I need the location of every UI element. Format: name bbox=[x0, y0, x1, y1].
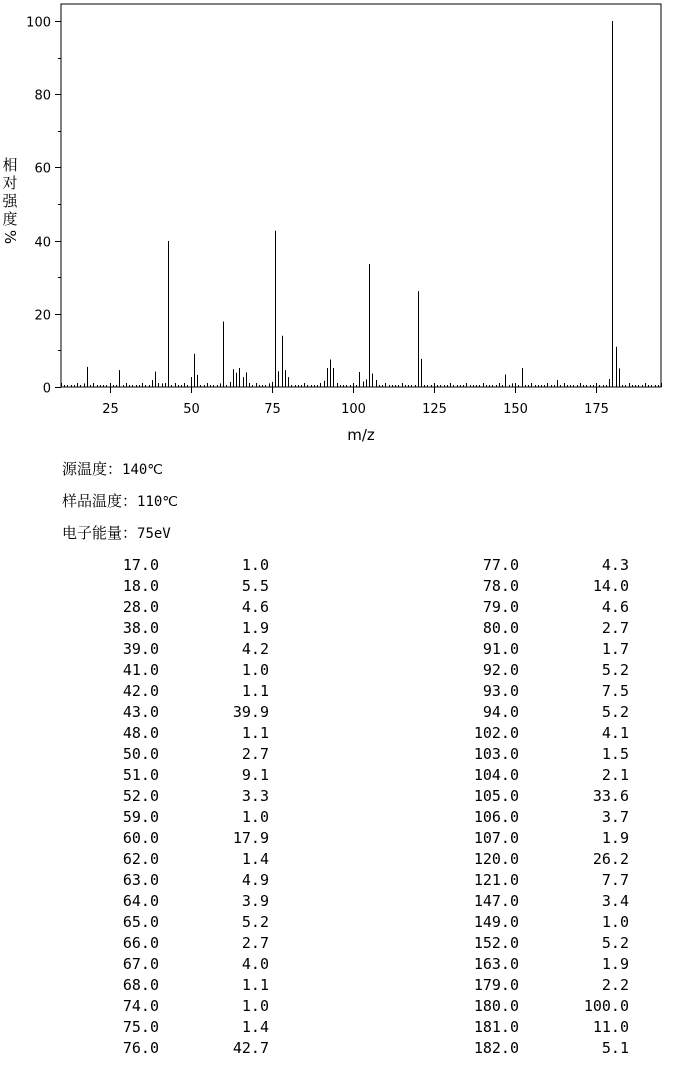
peak-intensity: 9.1 bbox=[241, 766, 269, 784]
peak-mz: 149.0 bbox=[473, 913, 519, 931]
x-axis-label: m/z bbox=[347, 426, 375, 444]
peak-mz: 182.0 bbox=[473, 1039, 519, 1057]
peak-intensity: 1.1 bbox=[241, 682, 269, 700]
peak-intensity: 2.2 bbox=[601, 976, 629, 994]
peak-mz: 59.0 bbox=[122, 808, 159, 826]
peak-mz: 103.0 bbox=[473, 745, 519, 763]
peak-intensity: 4.9 bbox=[241, 871, 269, 889]
y-axis-label-char: % bbox=[1, 229, 19, 245]
peak-mz: 91.0 bbox=[482, 640, 519, 658]
peak-mz: 62.0 bbox=[122, 850, 159, 868]
peak-intensity: 4.3 bbox=[601, 556, 629, 574]
y-tick-label: 60 bbox=[34, 161, 51, 177]
peak-intensity: 5.5 bbox=[241, 577, 269, 595]
peak-mz: 104.0 bbox=[473, 766, 519, 784]
peak-mz: 152.0 bbox=[473, 934, 519, 952]
sample-temperature-value: 110℃ bbox=[137, 494, 179, 510]
peak-mz: 121.0 bbox=[473, 871, 519, 889]
peak-intensity: 3.7 bbox=[601, 808, 629, 826]
spectrum-bars bbox=[85, 21, 620, 387]
source-temperature-value: 140℃ bbox=[122, 462, 164, 478]
peak-mz: 106.0 bbox=[473, 808, 519, 826]
peak-mz: 78.0 bbox=[482, 577, 519, 595]
x-tick-label: 25 bbox=[102, 402, 119, 417]
peak-row-right bbox=[0, 682, 680, 703]
peak-intensity: 4.0 bbox=[241, 955, 269, 973]
peak-intensity: 1.0 bbox=[241, 997, 269, 1015]
peak-row-right bbox=[0, 766, 680, 787]
y-tick-label: 0 bbox=[42, 381, 51, 397]
peak-intensity: 1.1 bbox=[241, 976, 269, 994]
x-tick-label: 75 bbox=[264, 402, 281, 417]
sample-temperature bbox=[62, 490, 178, 511]
peak-mz: 50.0 bbox=[122, 745, 159, 763]
peak-mz: 107.0 bbox=[473, 829, 519, 847]
peak-row-right bbox=[0, 976, 680, 997]
peak-intensity: 7.7 bbox=[601, 871, 629, 889]
peak-row-right bbox=[0, 1039, 680, 1060]
peak-row-right bbox=[0, 829, 680, 850]
electron-energy-label: 电子能量： bbox=[62, 524, 138, 542]
peak-intensity: 3.3 bbox=[241, 787, 269, 805]
peak-mz: 105.0 bbox=[473, 787, 519, 805]
source-temperature bbox=[62, 458, 163, 479]
peak-mz: 38.0 bbox=[122, 619, 159, 637]
peak-mz: 66.0 bbox=[122, 934, 159, 952]
peak-mz: 63.0 bbox=[122, 871, 159, 889]
peak-mz: 17.0 bbox=[122, 556, 159, 574]
peak-intensity: 2.7 bbox=[241, 934, 269, 952]
peak-intensity: 100.0 bbox=[583, 997, 629, 1015]
peak-intensity: 5.2 bbox=[601, 934, 629, 952]
peak-row-right bbox=[0, 871, 680, 892]
peak-intensity: 1.0 bbox=[241, 808, 269, 826]
peak-intensity: 7.5 bbox=[601, 682, 629, 700]
y-axis-label-char: 度 bbox=[2, 210, 18, 228]
peak-mz: 48.0 bbox=[122, 724, 159, 742]
peak-mz: 28.0 bbox=[122, 598, 159, 616]
plot-frame bbox=[61, 4, 661, 387]
peak-mz: 64.0 bbox=[122, 892, 159, 910]
peak-mz: 147.0 bbox=[473, 892, 519, 910]
peak-intensity: 5.2 bbox=[601, 703, 629, 721]
peak-mz: 179.0 bbox=[473, 976, 519, 994]
peak-mz: 51.0 bbox=[122, 766, 159, 784]
peak-intensity: 26.2 bbox=[592, 850, 629, 868]
peak-mz: 42.0 bbox=[122, 682, 159, 700]
peak-intensity: 2.7 bbox=[241, 745, 269, 763]
x-tick-label: 50 bbox=[183, 402, 200, 417]
peak-mz: 79.0 bbox=[482, 598, 519, 616]
peak-mz: 93.0 bbox=[482, 682, 519, 700]
sample-temperature-label: 样品温度： bbox=[62, 492, 138, 510]
peak-row-right bbox=[0, 640, 680, 661]
peak-row-right bbox=[0, 808, 680, 829]
y-axis-label bbox=[1, 156, 19, 244]
y-tick-label: 20 bbox=[34, 308, 51, 324]
y-axis-ticks bbox=[26, 16, 61, 397]
peak-intensity: 2.1 bbox=[601, 766, 629, 784]
peak-mz: 67.0 bbox=[122, 955, 159, 973]
y-tick-label: 80 bbox=[34, 88, 51, 104]
electron-energy bbox=[62, 522, 171, 543]
peak-intensity: 17.9 bbox=[232, 829, 269, 847]
x-tick-label: 125 bbox=[422, 402, 447, 417]
peak-intensity: 33.6 bbox=[592, 787, 629, 805]
mass-spectrum-chart bbox=[0, 0, 680, 450]
peak-mz: 52.0 bbox=[122, 787, 159, 805]
peak-row-right bbox=[0, 955, 680, 976]
peak-mz: 80.0 bbox=[482, 619, 519, 637]
x-minor-ticks bbox=[62, 383, 662, 387]
peak-intensity: 4.2 bbox=[241, 640, 269, 658]
y-tick-label: 100 bbox=[26, 15, 51, 31]
y-axis-label-char: 强 bbox=[2, 192, 18, 210]
x-tick-label: 175 bbox=[584, 402, 609, 417]
y-axis-label-char: 相 bbox=[2, 156, 18, 174]
peak-row-right bbox=[0, 892, 680, 913]
peak-intensity: 4.1 bbox=[601, 724, 629, 742]
peak-mz: 102.0 bbox=[473, 724, 519, 742]
x-tick-label: 100 bbox=[341, 402, 366, 417]
peak-row-right bbox=[0, 619, 680, 640]
peak-mz: 41.0 bbox=[122, 661, 159, 679]
peak-intensity: 4.6 bbox=[241, 598, 269, 616]
peak-intensity: 5.2 bbox=[601, 661, 629, 679]
peak-intensity: 1.4 bbox=[241, 850, 269, 868]
peak-mz: 75.0 bbox=[122, 1018, 159, 1036]
peak-mz: 43.0 bbox=[122, 703, 159, 721]
peak-mz: 77.0 bbox=[482, 556, 519, 574]
peak-intensity: 1.7 bbox=[601, 640, 629, 658]
peak-mz: 120.0 bbox=[473, 850, 519, 868]
peak-row-right bbox=[0, 913, 680, 934]
peak-intensity: 1.9 bbox=[601, 955, 629, 973]
peak-row-right bbox=[0, 850, 680, 871]
peak-intensity: 4.6 bbox=[601, 598, 629, 616]
source-temperature-label: 源温度： bbox=[62, 460, 123, 478]
y-axis-label-char: 对 bbox=[2, 174, 18, 192]
peak-intensity: 39.9 bbox=[232, 703, 269, 721]
peak-row-right bbox=[0, 1018, 680, 1039]
peak-row-right bbox=[0, 934, 680, 955]
x-axis-ticks bbox=[102, 387, 609, 417]
electron-energy-value: 75eV bbox=[137, 526, 171, 542]
peak-intensity: 1.1 bbox=[241, 724, 269, 742]
peak-intensity: 5.1 bbox=[601, 1039, 629, 1057]
peak-mz: 94.0 bbox=[482, 703, 519, 721]
peak-intensity: 2.7 bbox=[601, 619, 629, 637]
peak-intensity: 11.0 bbox=[592, 1018, 629, 1036]
peak-mz: 18.0 bbox=[122, 577, 159, 595]
peak-mz: 180.0 bbox=[473, 997, 519, 1015]
peak-intensity: 5.2 bbox=[241, 913, 269, 931]
peak-mz: 68.0 bbox=[122, 976, 159, 994]
peak-intensity: 14.0 bbox=[592, 577, 629, 595]
peak-intensity: 1.4 bbox=[241, 1018, 269, 1036]
peak-intensity: 1.0 bbox=[601, 913, 629, 931]
peak-mz: 92.0 bbox=[482, 661, 519, 679]
peak-row-right bbox=[0, 787, 680, 808]
peak-row-right bbox=[0, 661, 680, 682]
peak-row-right bbox=[0, 745, 680, 766]
y-tick-label: 40 bbox=[34, 235, 51, 251]
peak-intensity: 1.5 bbox=[601, 745, 629, 763]
peak-row-right bbox=[0, 703, 680, 724]
peak-intensity: 1.9 bbox=[241, 619, 269, 637]
peak-row-right bbox=[0, 997, 680, 1018]
peak-intensity: 1.0 bbox=[241, 661, 269, 679]
peak-row-right bbox=[0, 724, 680, 745]
peak-intensity: 42.7 bbox=[232, 1039, 269, 1057]
peak-intensity: 1.0 bbox=[241, 556, 269, 574]
peak-mz: 76.0 bbox=[122, 1039, 159, 1057]
peak-mz: 39.0 bbox=[122, 640, 159, 658]
peak-row-right bbox=[0, 598, 680, 619]
peak-mz: 60.0 bbox=[122, 829, 159, 847]
peak-intensity: 3.9 bbox=[241, 892, 269, 910]
peak-intensity: 3.4 bbox=[601, 892, 629, 910]
x-tick-label: 150 bbox=[503, 402, 528, 417]
peak-intensity: 1.9 bbox=[601, 829, 629, 847]
peak-mz: 181.0 bbox=[473, 1018, 519, 1036]
peak-mz: 74.0 bbox=[122, 997, 159, 1015]
peak-row-right bbox=[0, 556, 680, 577]
peak-mz: 65.0 bbox=[122, 913, 159, 931]
peak-row-right bbox=[0, 577, 680, 598]
peak-mz: 163.0 bbox=[473, 955, 519, 973]
